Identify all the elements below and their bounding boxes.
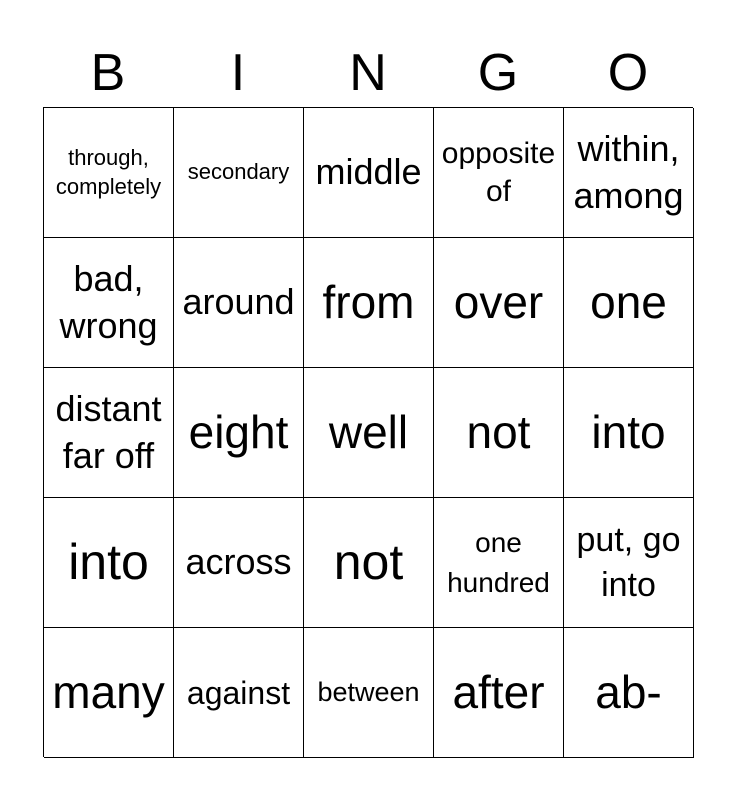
bingo-cell-r1-c5[interactable] xyxy=(564,108,694,238)
header-letter-g: G xyxy=(477,44,519,102)
cell-text: ab- xyxy=(595,666,662,719)
cell-text: eight xyxy=(188,406,289,459)
bingo-cell-r1-c2[interactable] xyxy=(174,108,304,238)
cell-text: opposite of xyxy=(441,137,556,208)
cell-text: over xyxy=(453,276,544,329)
cell-text: bad, wrong xyxy=(59,257,158,346)
cell-text: after xyxy=(452,666,545,719)
bingo-cell-r4-c1[interactable] xyxy=(44,498,174,628)
cell-text: not xyxy=(466,406,531,459)
bingo-header xyxy=(43,40,693,106)
cell-text: secondary xyxy=(187,159,290,185)
cell-text: into xyxy=(68,534,149,590)
bingo-cell-r5-c3[interactable] xyxy=(304,628,434,758)
cell-text: middle xyxy=(315,151,422,193)
header-letter-b: B xyxy=(90,44,126,102)
bingo-board xyxy=(43,107,693,757)
bingo-cell-r2-c1[interactable] xyxy=(44,238,174,368)
cell-text: one xyxy=(590,276,667,329)
bingo-cell-r1-c3[interactable] xyxy=(304,108,434,238)
cell-text: one hundred xyxy=(447,527,550,598)
header-letter-o: O xyxy=(607,44,649,102)
cell-text: around xyxy=(182,281,295,323)
bingo-cell-r3-c5[interactable] xyxy=(564,368,694,498)
bingo-cell-r2-c3[interactable] xyxy=(304,238,434,368)
cell-text: within, among xyxy=(573,127,684,216)
cell-text: against xyxy=(186,674,291,711)
bingo-cell-r2-c5[interactable] xyxy=(564,238,694,368)
cell-text: across xyxy=(185,541,292,583)
bingo-cell-r4-c5[interactable] xyxy=(564,498,694,628)
cell-text: from xyxy=(322,276,415,329)
header-letter-n: N xyxy=(349,44,387,102)
cell-text: many xyxy=(52,666,165,719)
bingo-cell-r3-c2[interactable] xyxy=(174,368,304,498)
bingo-cell-r2-c2[interactable] xyxy=(174,238,304,368)
bingo-cell-r5-c2[interactable] xyxy=(174,628,304,758)
bingo-cell-r5-c5[interactable] xyxy=(564,628,694,758)
header-letter-i: I xyxy=(230,44,246,102)
bingo-cell-r3-c4[interactable] xyxy=(434,368,564,498)
bingo-cell-r1-c1[interactable] xyxy=(44,108,174,238)
cell-text: well xyxy=(328,406,409,459)
bingo-cell-r4-c3[interactable] xyxy=(304,498,434,628)
cell-text: between xyxy=(317,676,420,707)
bingo-cell-r4-c4[interactable] xyxy=(434,498,564,628)
cell-text: not xyxy=(333,534,404,590)
cell-text: put, go into xyxy=(576,521,681,604)
bingo-cell-r1-c4[interactable] xyxy=(434,108,564,238)
bingo-cell-r5-c1[interactable] xyxy=(44,628,174,758)
cell-text: into xyxy=(591,406,666,459)
bingo-cell-r4-c2[interactable] xyxy=(174,498,304,628)
cell-text: distant far off xyxy=(55,387,162,476)
bingo-cell-r3-c3[interactable] xyxy=(304,368,434,498)
bingo-cell-r2-c4[interactable] xyxy=(434,238,564,368)
bingo-cell-r3-c1[interactable] xyxy=(44,368,174,498)
cell-text: through, completely xyxy=(55,144,162,199)
bingo-cell-r5-c4[interactable] xyxy=(434,628,564,758)
